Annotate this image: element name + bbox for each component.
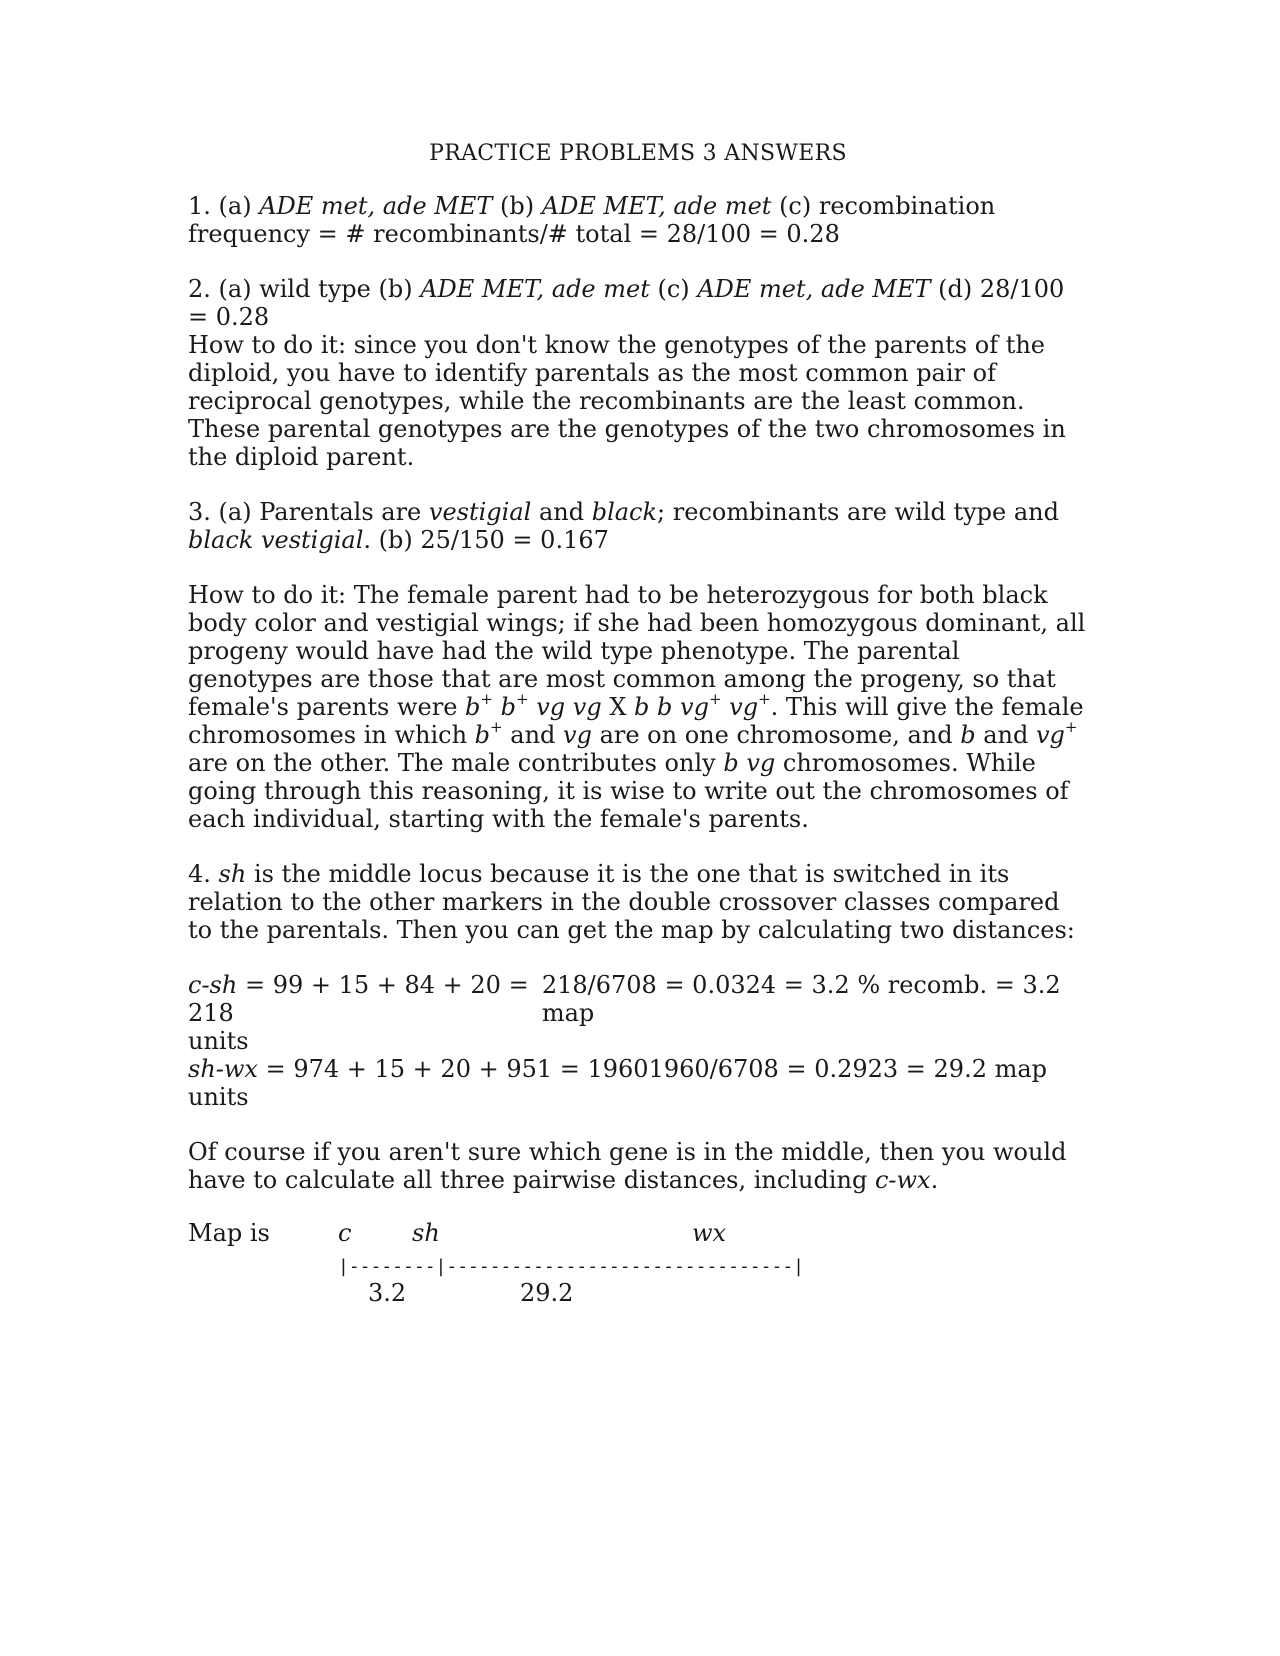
closing-note-text: Of course if you aren't sure which gene is in the middle, then you would have to calculate all three pairwise distances, including <box>188 1138 1067 1194</box>
answer-2-explanation: How to do it: since you don't know the genotypes of the parents of the diploid, you have to identify parentals as the most common pair of reciprocal genotypes, while the recombinants are the least common. These parental genotypes are the genotypes of the two chromosomes in the diploid parent. <box>188 331 1066 471</box>
sh-wx-calculation <box>188 1055 1088 1111</box>
explanation-text: . This will give the female chromosomes in which <box>188 693 1084 749</box>
answer-1-part-a-label: 1. (a) <box>188 192 260 220</box>
c-sh-label: c-sh <box>188 971 238 999</box>
explanation-text: and <box>502 721 564 749</box>
answer-1-part-c: (c) recombination frequency = # recombinants/# total = 28/100 = 0.28 <box>188 192 996 248</box>
answer-1 <box>188 192 1088 248</box>
plus-superscript: + <box>480 690 493 708</box>
explanation-text: chromosomes. While going through this reasoning, it is wise to write out the chromosomes of each individual, starting with the female's parents. <box>188 749 1069 833</box>
c-wx-term: c-wx <box>874 1166 931 1194</box>
explanation-text: and <box>975 721 1036 749</box>
answer-2-part-a: 2. (a) wild type (b) <box>188 275 421 303</box>
answer-2-part-c-genotypes: ADE met, ade MET <box>697 275 931 303</box>
answer-2-part-b-genotypes: ADE MET, ade met <box>420 275 650 303</box>
black-vestigial-term: black vestigial <box>188 526 364 554</box>
map-locus-wx: wx <box>692 1219 727 1247</box>
allele-b-b-vg: b b vg <box>634 693 709 721</box>
c-sh-sum <box>188 971 542 1027</box>
answer-3-explanation <box>188 581 1088 833</box>
answer-2-part-d: (d) 28/100 = 0.28 <box>188 275 1065 331</box>
document-page <box>188 140 1088 1309</box>
answer-3-text: and <box>531 498 592 526</box>
genotype <box>634 690 771 721</box>
allele-vg: vg <box>563 721 592 749</box>
distance-calculations <box>188 971 1088 1111</box>
allele-vg: vg <box>729 693 759 721</box>
allele-b: b <box>465 693 481 721</box>
answer-3-text: 3. (a) Parentals are <box>188 498 429 526</box>
closing-note <box>188 1138 1088 1194</box>
plus-superscript: + <box>708 690 722 708</box>
explanation-text: are on one chromosome, and <box>591 721 961 749</box>
page-title: PRACTICE PROBLEMS 3 ANSWERS <box>429 141 847 166</box>
plus-superscript: + <box>1064 718 1078 736</box>
c-sh-sum-text: = 99 + 15 + 84 + 20 = 218 <box>188 971 529 1027</box>
answer-2 <box>188 275 1088 471</box>
genotype <box>474 718 503 749</box>
explanation-text: are on the other. The male contributes only <box>188 749 724 777</box>
closing-note-period: . <box>930 1166 939 1194</box>
answer-1-part-b-label: (b) <box>492 192 542 220</box>
units-text: units <box>188 1027 249 1055</box>
answer-3 <box>188 498 1088 554</box>
c-sh-result: 218/6708 = 0.0324 = 3.2 % recomb. = 3.2 map <box>541 971 1061 1027</box>
answer-3-part-b: . (b) 25/150 = 0.167 <box>363 526 609 554</box>
answer-4-label: 4. <box>188 860 219 888</box>
allele-b: b <box>474 721 491 749</box>
map-locus-sh: sh <box>412 1219 440 1247</box>
vestigial-term: vestigial <box>428 498 532 526</box>
map-distance-c-sh: 3.2 <box>368 1279 407 1307</box>
locus-sh: sh <box>218 860 247 888</box>
genotype <box>465 690 602 721</box>
explanation-text: How to do it: The female parent had to be heterozygous for both black body color and vestigial wings; if she had been homozygous dominant, all progeny would have had the wild type phenotype. The parental genotypes are those that are most common among the progeny, so that female's parents were <box>188 581 1086 721</box>
genetic-map <box>188 1219 1088 1309</box>
answer-4-text: is the middle locus because it is the one that is switched in its relation to the other markers in the double crossover classes compared to the parentals. Then you can get the map by calculating two distances: <box>188 860 1075 944</box>
answer-1-part-a-genotypes: ADE met, ade MET <box>259 192 493 220</box>
map-line: |--------|--------------------------------| <box>338 1256 804 1277</box>
sh-wx-label: sh-wx <box>188 1055 258 1083</box>
answer-2-part-c-label: (c) <box>649 275 698 303</box>
allele-b: b <box>960 721 976 749</box>
map-label: Map is <box>188 1219 270 1247</box>
answer-1-part-b-genotypes: ADE MET, ade met <box>541 192 772 220</box>
plus-superscript: + <box>516 690 529 708</box>
genotype <box>1036 718 1078 749</box>
allele-b-vg: b vg <box>723 749 776 777</box>
map-distance-sh-wx: 29.2 <box>520 1279 574 1307</box>
allele-b: b <box>500 693 516 721</box>
map-locus-c: c <box>338 1219 352 1247</box>
plus-superscript: + <box>758 690 771 708</box>
black-term: black <box>591 498 658 526</box>
c-sh-calculation <box>188 971 1088 1027</box>
answer-3-text: ; recombinants are wild type and <box>657 498 1059 526</box>
sh-wx-sum-text: = 974 + 15 + 20 + 951 = 19601960/6708 = 0.2923 = 29.2 map units <box>188 1055 1048 1111</box>
cross-symbol: X <box>601 693 635 721</box>
answer-4 <box>188 860 1088 944</box>
allele-vg-vg: vg vg <box>536 693 602 721</box>
allele-vg: vg <box>1036 721 1065 749</box>
plus-superscript: + <box>490 718 503 736</box>
